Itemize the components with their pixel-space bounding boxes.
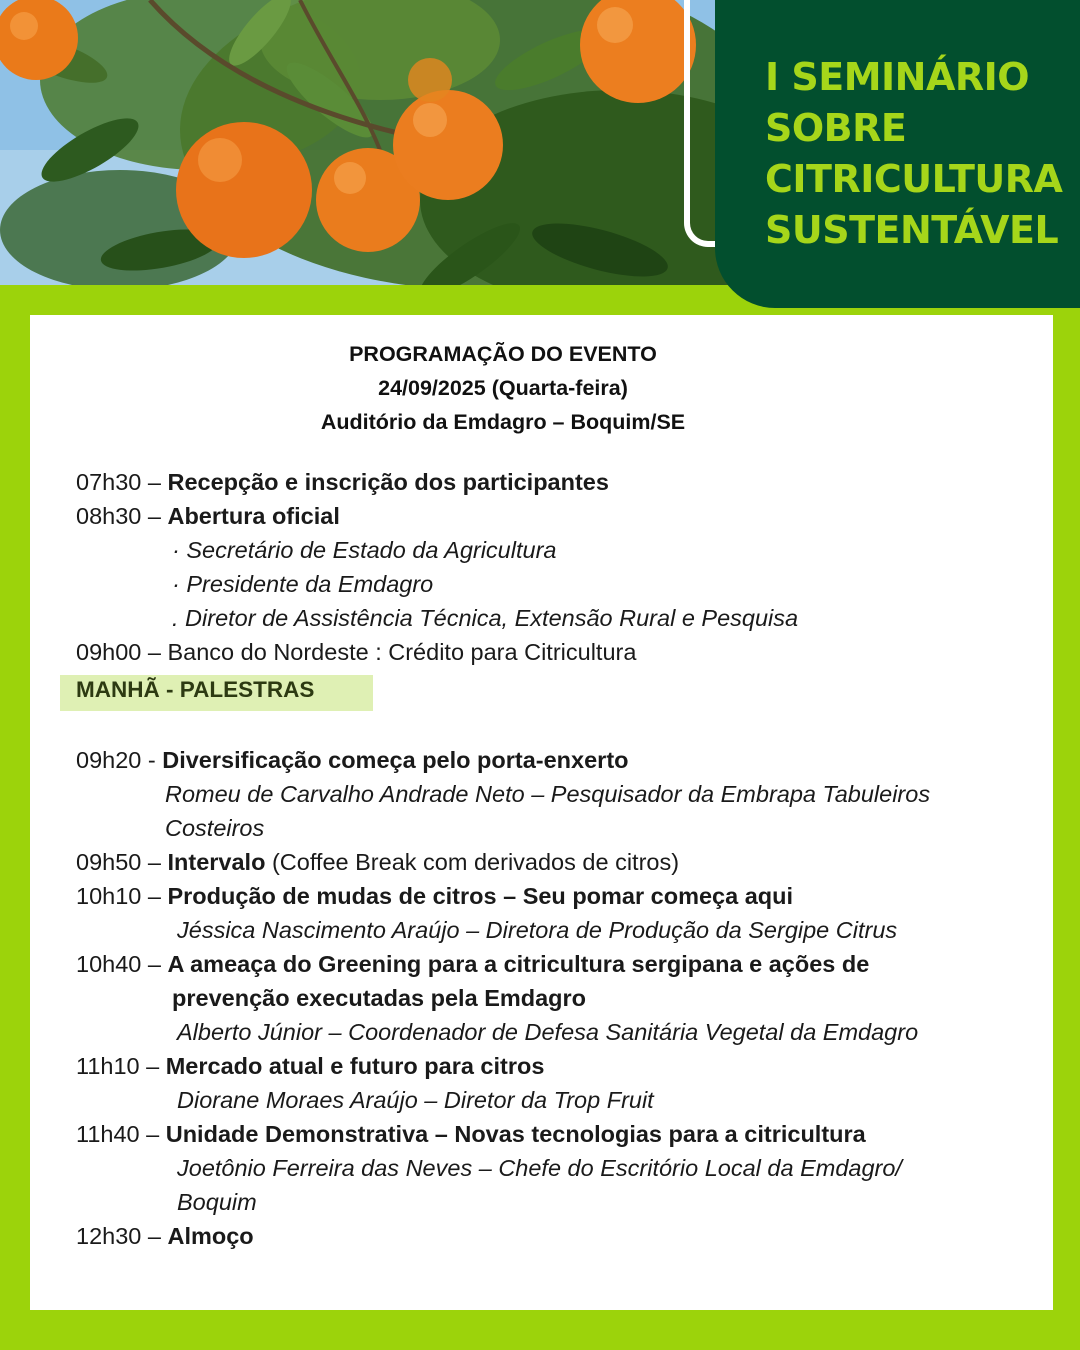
schedule-item-talk-3: [76, 947, 1036, 981]
schedule-title: Diversificação começa pelo porta-enxerto: [162, 747, 629, 773]
title-line-2: SOBRE: [765, 106, 907, 150]
program-card: [30, 315, 1053, 1310]
title-line-4: SUSTENTÁVEL: [765, 208, 1059, 252]
schedule-time: 07h30 –: [76, 469, 168, 495]
schedule-title: Almoço: [167, 1223, 254, 1249]
schedule-time: 12h30 –: [76, 1223, 168, 1249]
speaker: Diorane Moraes Araújo – Diretor da Trop Fruit: [177, 1087, 654, 1113]
opening-guest: · Presidente da Emdagro: [172, 571, 434, 597]
schedule-item-bank: [76, 635, 1036, 669]
schedule-item-opening: [76, 499, 1036, 533]
opening-guest: . Diretor de Assistência Técnica, Extensão Rural e Pesquisa: [172, 605, 799, 631]
schedule-title: A ameaça do Greening para a citricultura sergipana e ações de: [167, 951, 870, 977]
schedule-time: 10h10 –: [76, 883, 168, 909]
schedule-title: Banco do Nordeste : Crédito para Citricultura: [167, 639, 637, 665]
title-line-1: I SEMINÁRIO: [765, 55, 1030, 99]
schedule-title: Produção de mudas de citros – Seu pomar começa aqui: [167, 883, 794, 909]
event-date: 24/09/2025 (Quarta-feira): [378, 376, 628, 400]
section-label-morning-talks: MANHÃ - PALESTRAS: [60, 675, 373, 711]
schedule-item-break: [76, 845, 1036, 879]
schedule-time: 10h40 –: [76, 951, 168, 977]
program-schedule: [76, 465, 1036, 1253]
program-heading: PROGRAMAÇÃO DO EVENTO: [349, 342, 657, 366]
speaker: Costeiros: [165, 815, 265, 841]
schedule-time: 11h10 –: [76, 1053, 166, 1079]
schedule-note: (Coffee Break com derivados de citros): [265, 849, 680, 875]
title-line-3: CITRICULTURA: [765, 157, 1063, 201]
speaker: Romeu de Carvalho Andrade Neto – Pesquisador da Embrapa Tabuleiros: [165, 781, 931, 807]
schedule-item-lunch: [76, 1219, 1036, 1253]
schedule-title: Recepção e inscrição dos participantes: [167, 469, 609, 495]
schedule-title-continued: prevenção executadas pela Emdagro: [172, 985, 587, 1011]
seminar-title: [765, 52, 1075, 256]
speaker: Alberto Júnior – Coordenador de Defesa Sanitária Vegetal da Emdagro: [177, 1019, 919, 1045]
schedule-title: Intervalo: [167, 849, 266, 875]
program-header: [30, 337, 976, 439]
schedule-item-talk-5: [76, 1117, 1036, 1151]
schedule-title: Abertura oficial: [167, 503, 340, 529]
schedule-title: Mercado atual e futuro para citros: [165, 1053, 545, 1079]
schedule-title: Unidade Demonstrativa – Novas tecnologias para a citricultura: [165, 1121, 866, 1147]
schedule-item-reception: [76, 465, 1036, 499]
speaker: Jéssica Nascimento Araújo – Diretora de Produção da Sergipe Citrus: [177, 917, 898, 943]
schedule-item-talk-1: [76, 743, 1036, 777]
opening-guest: · Secretário de Estado da Agricultura: [172, 537, 557, 563]
schedule-time: 09h50 –: [76, 849, 168, 875]
speaker: Boquim: [177, 1189, 257, 1215]
speaker: Joetônio Ferreira das Neves – Chefe do Escritório Local da Emdagro/: [177, 1155, 902, 1181]
schedule-time: 08h30 –: [76, 503, 168, 529]
event-venue: Auditório da Emdagro – Boquim/SE: [320, 410, 686, 434]
schedule-time: 11h40 –: [76, 1121, 166, 1147]
schedule-time: 09h20 -: [76, 747, 163, 773]
schedule-item-talk-4: [76, 1049, 1036, 1083]
schedule-item-talk-2: [76, 879, 1036, 913]
schedule-time: 09h00 –: [76, 639, 168, 665]
